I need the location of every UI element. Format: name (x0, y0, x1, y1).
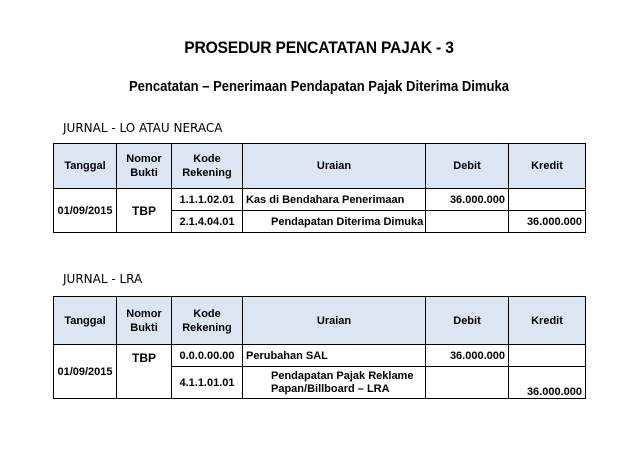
header-nomor-bukti: Nomor Bukti (117, 144, 172, 189)
header-kredit: Kredit (509, 144, 586, 189)
cell-kode: 0.0.0.00.00 (172, 345, 243, 367)
table-row (54, 189, 586, 211)
section-title-lra: JURNAL - LRA (63, 272, 143, 286)
cell-kode: 2.1.4.04.01 (172, 211, 243, 233)
page-title: PROSEDUR PENCATATAN PAJAK - 3 (184, 38, 454, 57)
cell-uraian (243, 367, 426, 399)
table-row (54, 345, 586, 367)
cell-debit: 36.000.000 (426, 189, 509, 211)
cell-kode: 4.1.1.01.01 (172, 367, 243, 399)
header-debit: Debit (426, 297, 509, 345)
table-header-row (54, 144, 586, 189)
cell-uraian-line1: Pendapatan Pajak Reklame (271, 369, 414, 382)
header-uraian: Uraian (243, 144, 426, 189)
section-title-lo: JURNAL - LO ATAU NERACA (63, 121, 223, 135)
cell-debit: 36.000.000 (426, 345, 509, 367)
cell-uraian-line2: Papan/Billboard – LRA (271, 382, 390, 395)
header-nomor-bukti: Nomor Bukti (117, 297, 172, 345)
cell-tanggal: 01/09/2015 (54, 345, 117, 399)
header-kode-rekening: Kode Rekening (172, 297, 243, 345)
cell-debit (426, 367, 509, 399)
page-subtitle: Pencatatan – Penerimaan Pendapatan Pajak Diterima Dimuka (128, 79, 510, 95)
cell-tanggal: 01/09/2015 (54, 189, 117, 233)
header-debit: Debit (426, 144, 509, 189)
journal-lra-table (53, 296, 586, 399)
header-tanggal: Tanggal (54, 144, 117, 189)
journal-lo-table (53, 143, 586, 233)
cell-kredit: 36.000.000 (509, 367, 586, 399)
table-header-row (54, 297, 586, 345)
header-uraian: Uraian (243, 297, 426, 345)
cell-debit (426, 211, 509, 233)
header-kredit: Kredit (509, 297, 586, 345)
header-kode-rekening: Kode Rekening (172, 144, 243, 189)
cell-nomor-bukti: TBP (117, 189, 172, 233)
cell-uraian: Pendapatan Diterima Dimuka (243, 211, 426, 233)
cell-uraian: Perubahan SAL (243, 345, 426, 367)
cell-kredit: 36.000.000 (509, 211, 586, 233)
cell-kode: 1.1.1.02.01 (172, 189, 243, 211)
cell-uraian: Kas di Bendahara Penerimaan (243, 189, 426, 211)
header-tanggal: Tanggal (54, 297, 117, 345)
cell-kredit (509, 345, 586, 367)
cell-nomor-bukti: TBP (117, 345, 172, 399)
cell-kredit (509, 189, 586, 211)
